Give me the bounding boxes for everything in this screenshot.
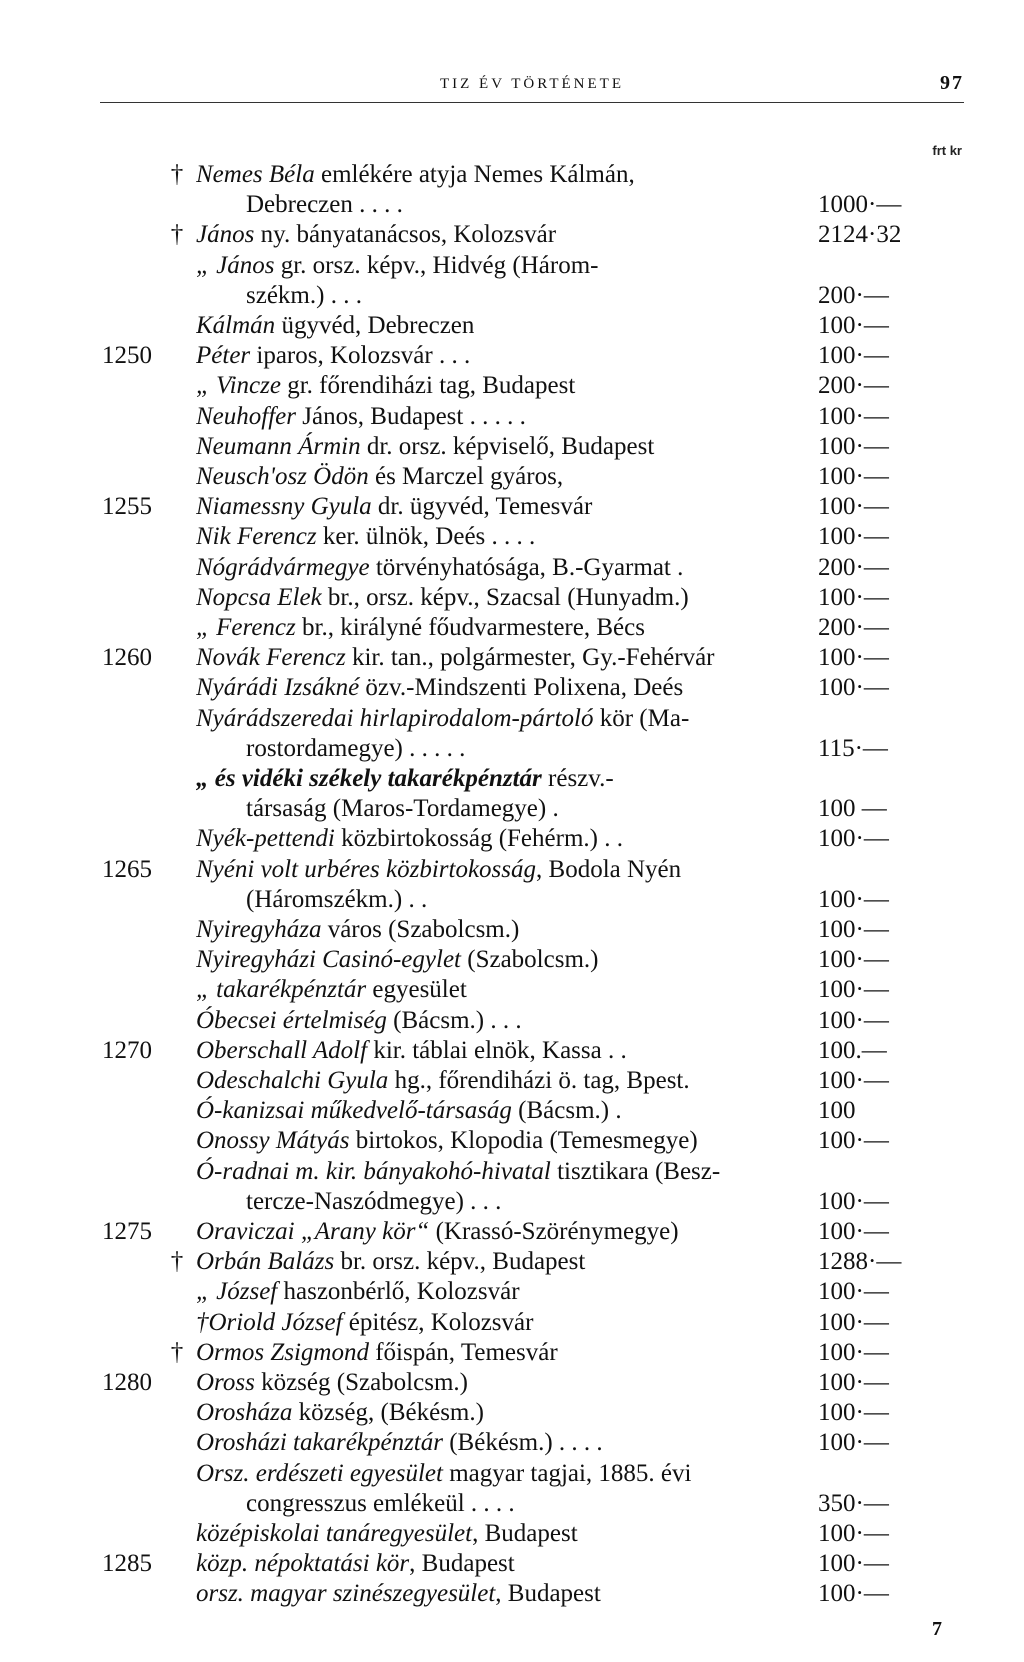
list-row	[0, 824, 1024, 854]
entry-amount: 100·—	[818, 644, 889, 672]
entry-amount: 100·—	[818, 1187, 889, 1215]
entry-text	[246, 1187, 812, 1217]
entry-text	[246, 885, 812, 915]
entry-text	[196, 1368, 812, 1398]
entry-name: Odeschalchi Gyula	[196, 1067, 389, 1094]
entry-amount: 100·—	[818, 1399, 889, 1427]
entry-description: ny. bányatanácsos, Kolozsvár	[254, 221, 557, 249]
list-row	[0, 553, 1024, 583]
entry-name: „ és vidéki székely takarékpénztár	[196, 765, 542, 792]
entry-amount: 100.—	[818, 1036, 887, 1064]
entry-text	[196, 855, 812, 885]
list-row	[0, 673, 1024, 703]
running-title: TIZ ÉV TÖRTÉNETE	[439, 76, 625, 92]
entry-amount: 100·—	[818, 1308, 889, 1336]
entry-number: 1260	[102, 644, 152, 672]
list-row	[0, 251, 1024, 281]
entry-text	[246, 794, 812, 824]
entry-name: „ takarékpénztár	[196, 976, 367, 1004]
entry-description: János, Budapest . . . . .	[296, 402, 526, 430]
entry-amount: 100·—	[818, 916, 889, 943]
entry-description: Debreczen . . . .	[246, 191, 403, 219]
entry-text	[196, 1459, 812, 1489]
entry-text	[196, 915, 812, 945]
entry-text	[196, 1157, 812, 1187]
entry-amount: 100·—	[818, 976, 889, 1004]
entry-text	[196, 1217, 812, 1247]
entry-name: János	[196, 221, 255, 249]
entry-description: dr. orsz. képviselő, Budapest	[360, 432, 655, 460]
list-row	[0, 311, 1024, 341]
entry-text	[196, 673, 812, 703]
entry-text	[246, 734, 812, 764]
entry-text	[196, 160, 812, 190]
list-row	[0, 402, 1024, 432]
entry-amount: 100·—	[818, 1550, 889, 1578]
dagger-mark: †	[170, 221, 184, 249]
entry-amount: 100	[818, 1097, 856, 1125]
entry-name: Nyéni volt urbéres közbirtokosság	[196, 855, 537, 883]
list-row	[0, 1519, 1024, 1549]
entry-description: kir. táblai elnök, Kassa . .	[367, 1036, 627, 1064]
entry-amount: 100·—	[818, 583, 889, 611]
entry-number: 1270	[102, 1036, 152, 1064]
entry-description: magyar tagjai, 1885. évi	[442, 1459, 692, 1487]
entry-text	[196, 1247, 812, 1277]
entry-description: birtokos, Klopodia (Temesmegye)	[349, 1127, 698, 1155]
entry-text	[196, 945, 812, 975]
entry-text	[196, 975, 812, 1005]
entry-text	[196, 1308, 812, 1338]
entry-name: †Oriold József	[196, 1308, 343, 1336]
entry-text	[196, 1579, 812, 1609]
entry-amount: 350·—	[818, 1489, 889, 1517]
entry-amount: 200·—	[818, 372, 889, 400]
entry-description: , Budapest	[472, 1520, 578, 1547]
entry-text	[196, 1006, 812, 1036]
entry-name: Oberschall Adolf	[196, 1036, 368, 1064]
list-row	[0, 1036, 1024, 1066]
list-row	[0, 220, 1024, 250]
list-row	[0, 855, 1024, 885]
entry-amount: 100·—	[818, 1429, 889, 1457]
entry-name: Nógrádvármegye	[196, 553, 370, 581]
list-row	[0, 734, 1024, 764]
list-row	[0, 1066, 1024, 1096]
entry-description: község, (Békésm.)	[292, 1399, 484, 1427]
entry-description: haszonbérlő, Kolozsvár	[277, 1278, 520, 1306]
list-row	[0, 1096, 1024, 1126]
list-row	[0, 1006, 1024, 1036]
amount-column-header: frt kr	[932, 143, 962, 158]
signature-mark: 7	[932, 1618, 942, 1640]
entry-name: Óbecsei értelmiség	[196, 1006, 387, 1034]
entry-amount: 100·—	[818, 523, 889, 551]
entry-text	[196, 1519, 812, 1549]
entry-name: „ Vincze	[196, 372, 281, 400]
entry-amount: 115·—	[818, 734, 888, 762]
entry-number: 1275	[102, 1218, 152, 1245]
list-row	[0, 492, 1024, 522]
entry-name: „ János	[196, 251, 275, 279]
entry-name: Nyék-pettendi	[196, 825, 335, 853]
entry-description: kör (Ma-	[593, 704, 690, 732]
entry-text	[196, 1066, 812, 1096]
entry-description: br., királyné főudvarmestere, Bécs	[295, 614, 645, 641]
entry-number: 1250	[102, 342, 152, 370]
list-row	[0, 341, 1024, 371]
entry-text	[196, 371, 812, 401]
entry-description: (Bácsm.) . . .	[386, 1006, 522, 1034]
entry-name: Kálmán	[196, 312, 276, 339]
list-row	[0, 371, 1024, 401]
entry-number: 1255	[102, 493, 152, 521]
list-row	[0, 1459, 1024, 1489]
entry-description: (Krassó-Szörénymegye)	[429, 1218, 679, 1245]
entry-amount: 100 —	[818, 795, 887, 823]
entry-text	[196, 1549, 812, 1579]
entry-amount: 100·—	[818, 1369, 889, 1396]
entry-name: Ormos Zsigmond	[196, 1338, 369, 1366]
entry-text	[196, 824, 812, 854]
entry-amount: 200·—	[818, 614, 889, 641]
entry-text	[246, 1489, 812, 1519]
entry-text	[196, 1338, 812, 1368]
entry-description: község (Szabolcsm.)	[254, 1369, 468, 1396]
entry-amount: 100·—	[818, 493, 889, 521]
list-row	[0, 190, 1024, 220]
entry-name: Neusch'osz Ödön	[196, 463, 369, 490]
list-row	[0, 794, 1024, 824]
entry-text	[196, 251, 812, 281]
entry-description: , Bodola Nyén	[536, 855, 682, 883]
entry-text	[196, 1398, 812, 1428]
entry-description: részv.-	[541, 765, 614, 792]
list-row	[0, 160, 1024, 190]
entry-text	[196, 764, 812, 794]
entry-text	[196, 432, 812, 462]
entry-description: székm.) . . .	[246, 281, 362, 309]
running-head	[100, 72, 964, 103]
dagger-mark: †	[170, 161, 184, 188]
entry-name: Péter	[196, 342, 251, 370]
entry-name: Orosházi takarékpénztár	[196, 1429, 443, 1457]
list-row	[0, 1187, 1024, 1217]
entry-amount: 100·—	[818, 1278, 889, 1306]
entry-text	[246, 190, 812, 220]
entry-name: Orosháza	[196, 1399, 293, 1427]
entry-text	[196, 522, 812, 552]
entry-name: orsz. magyar szinészegyesület	[196, 1580, 496, 1608]
entry-description: (Szabolcsm.)	[461, 946, 599, 974]
entry-text	[246, 281, 812, 311]
entry-description: özv.-Mindszenti Polixena, Deés	[359, 674, 684, 702]
entry-description: iparos, Kolozsvár . . .	[250, 342, 471, 370]
entry-name: középiskolai tanáregyesület	[196, 1520, 473, 1547]
entry-description: egyesület	[366, 976, 467, 1004]
entry-text	[196, 1428, 812, 1458]
entry-amount: 100·—	[818, 432, 889, 460]
entry-name: közp. népoktatási kör	[196, 1550, 410, 1578]
entry-text	[196, 341, 812, 371]
entry-name: „ Ferencz	[196, 614, 296, 641]
entry-name: Nemes Béla	[196, 161, 315, 188]
entry-description: ügyvéd, Debreczen	[275, 312, 475, 339]
entry-text	[196, 583, 812, 613]
entry-description: társaság (Maros-Tordamegye) .	[246, 795, 559, 823]
entry-amount: 100·—	[818, 1127, 889, 1155]
list-row	[0, 1126, 1024, 1156]
entry-amount: 1288·—	[818, 1248, 902, 1276]
entry-name: Nyárádi Izsákné	[196, 674, 360, 702]
entry-name: Nyárádszeredai hirlapirodalom-pártoló	[196, 704, 594, 732]
entry-description: kir. tan., polgármester, Gy.-Fehérvár	[345, 644, 715, 672]
entry-description: város (Szabolcsm.)	[321, 916, 520, 943]
entry-name: Novák Ferencz	[196, 644, 346, 672]
entry-description: tisztikara (Besz-	[550, 1157, 721, 1185]
list-row	[0, 1277, 1024, 1307]
entry-text	[196, 613, 812, 643]
entry-description: közbirtokosság (Fehérm.) . .	[334, 825, 623, 853]
list-row	[0, 1247, 1024, 1277]
entry-description: rostordamegye) . . . . .	[246, 734, 466, 762]
entry-description: és Marczel gyáros,	[368, 463, 564, 490]
list-row	[0, 1338, 1024, 1368]
list-row	[0, 1489, 1024, 1519]
entry-text	[196, 1277, 812, 1307]
entry-name: Ó-radnai m. kir. bányakohó-hivatal	[196, 1157, 551, 1185]
list-row	[0, 764, 1024, 794]
entry-amount: 100·—	[818, 342, 889, 370]
entry-number: 1285	[102, 1550, 152, 1578]
list-row	[0, 1217, 1024, 1247]
list-row	[0, 462, 1024, 492]
entry-amount: 100·—	[818, 312, 889, 339]
list-row	[0, 1579, 1024, 1609]
entry-text	[196, 492, 812, 522]
entry-name: Ó-kanizsai műkedvelő-társaság	[196, 1097, 512, 1125]
entry-description: dr. ügyvéd, Temesvár	[371, 493, 593, 521]
entry-description: főispán, Temesvár	[368, 1338, 558, 1366]
entry-amount: 200·—	[818, 553, 889, 581]
list-row	[0, 1398, 1024, 1428]
entry-description: gr. főrendiházi tag, Budapest	[280, 372, 576, 400]
entry-amount: 100·—	[818, 674, 889, 702]
entry-amount: 100·—	[818, 1006, 889, 1034]
list-row	[0, 1428, 1024, 1458]
entry-name: Oross	[196, 1369, 255, 1396]
dagger-mark: †	[170, 1338, 184, 1366]
entry-amount: 100·—	[818, 1520, 889, 1547]
entry-amount: 200·—	[818, 281, 889, 309]
entry-text	[196, 402, 812, 432]
entry-amount: 100·—	[818, 946, 889, 974]
entry-name: Neuhoffer	[196, 402, 296, 430]
entry-amount: 100·—	[818, 463, 889, 490]
list-row	[0, 915, 1024, 945]
entry-amount: 100·—	[818, 1218, 889, 1245]
list-row	[0, 1368, 1024, 1398]
entry-description: ker. ülnök, Deés . . . .	[316, 523, 536, 551]
entry-text	[196, 704, 812, 734]
entry-amount: 1000·—	[818, 191, 902, 219]
page-number: 97	[940, 72, 964, 94]
entry-amount: 100·—	[818, 885, 889, 913]
entry-text	[196, 643, 812, 673]
list-row	[0, 583, 1024, 613]
entry-description: gr. orsz. képv., Hidvég (Három-	[274, 251, 599, 279]
entry-amount: 100·—	[818, 1338, 889, 1366]
entry-name: Nopcsa Elek	[196, 583, 322, 611]
entry-name: Orsz. erdészeti egyesület	[196, 1459, 443, 1487]
list-row	[0, 975, 1024, 1005]
entry-text	[196, 311, 812, 341]
entry-name: Nyiregyháza	[196, 916, 322, 943]
entry-text	[196, 553, 812, 583]
entry-description: , Budapest	[409, 1550, 515, 1578]
entry-text	[196, 462, 812, 492]
entry-description: (Háromszékm.) . .	[246, 885, 428, 913]
entry-text	[196, 1126, 812, 1156]
entry-name: „ József	[196, 1278, 278, 1306]
entry-amount: 2124·32	[818, 221, 902, 249]
entry-amount: 100·—	[818, 402, 889, 430]
list-row	[0, 432, 1024, 462]
entry-description: (Békésm.) . . . .	[442, 1429, 603, 1457]
entry-text	[196, 1036, 812, 1066]
entry-name: Neumann Ármin	[196, 432, 361, 460]
entry-number: 1280	[102, 1369, 152, 1396]
entry-name: Nik Ferencz	[196, 523, 317, 551]
entry-description: br., orsz. képv., Szacsal (Hunyadm.)	[321, 583, 689, 611]
list-row	[0, 945, 1024, 975]
entry-description: , Budapest	[495, 1580, 601, 1608]
entry-name: Oraviczai „Arany kör“	[196, 1218, 430, 1245]
entry-description: tercze-Naszódmegye) . . .	[246, 1187, 502, 1215]
entry-name: Nyiregyházi Casinó-egylet	[196, 946, 461, 974]
dagger-mark: †	[170, 1248, 184, 1276]
entry-amount: 100·—	[818, 1067, 889, 1094]
entry-amount: 100·—	[818, 1580, 889, 1608]
list-row	[0, 643, 1024, 673]
entry-number: 1265	[102, 855, 152, 883]
entry-text	[196, 1096, 812, 1126]
entry-description: congresszus emlékeül . . . .	[246, 1489, 515, 1517]
list-row	[0, 613, 1024, 643]
entry-description: hg., főrendiházi ö. tag, Bpest.	[388, 1067, 690, 1094]
list-row	[0, 885, 1024, 915]
entry-description: (Bácsm.) .	[511, 1097, 622, 1125]
entry-description: emlékére atyja Nemes Kálmán,	[314, 161, 635, 188]
entry-name: Onossy Mátyás	[196, 1127, 350, 1155]
entry-amount: 100·—	[818, 825, 889, 853]
list-row	[0, 704, 1024, 734]
list-row	[0, 1157, 1024, 1187]
list-row	[0, 1308, 1024, 1338]
entry-description: épitész, Kolozsvár	[342, 1308, 534, 1336]
entry-description: törvényhatósága, B.-Gyarmat .	[369, 553, 684, 581]
entry-text	[196, 220, 812, 250]
entry-description: br. orsz. képv., Budapest	[334, 1248, 586, 1276]
list-row	[0, 522, 1024, 552]
entry-name: Niamessny Gyula	[196, 493, 372, 521]
list-row	[0, 281, 1024, 311]
list-row	[0, 1549, 1024, 1579]
entry-name: Orbán Balázs	[196, 1248, 335, 1276]
